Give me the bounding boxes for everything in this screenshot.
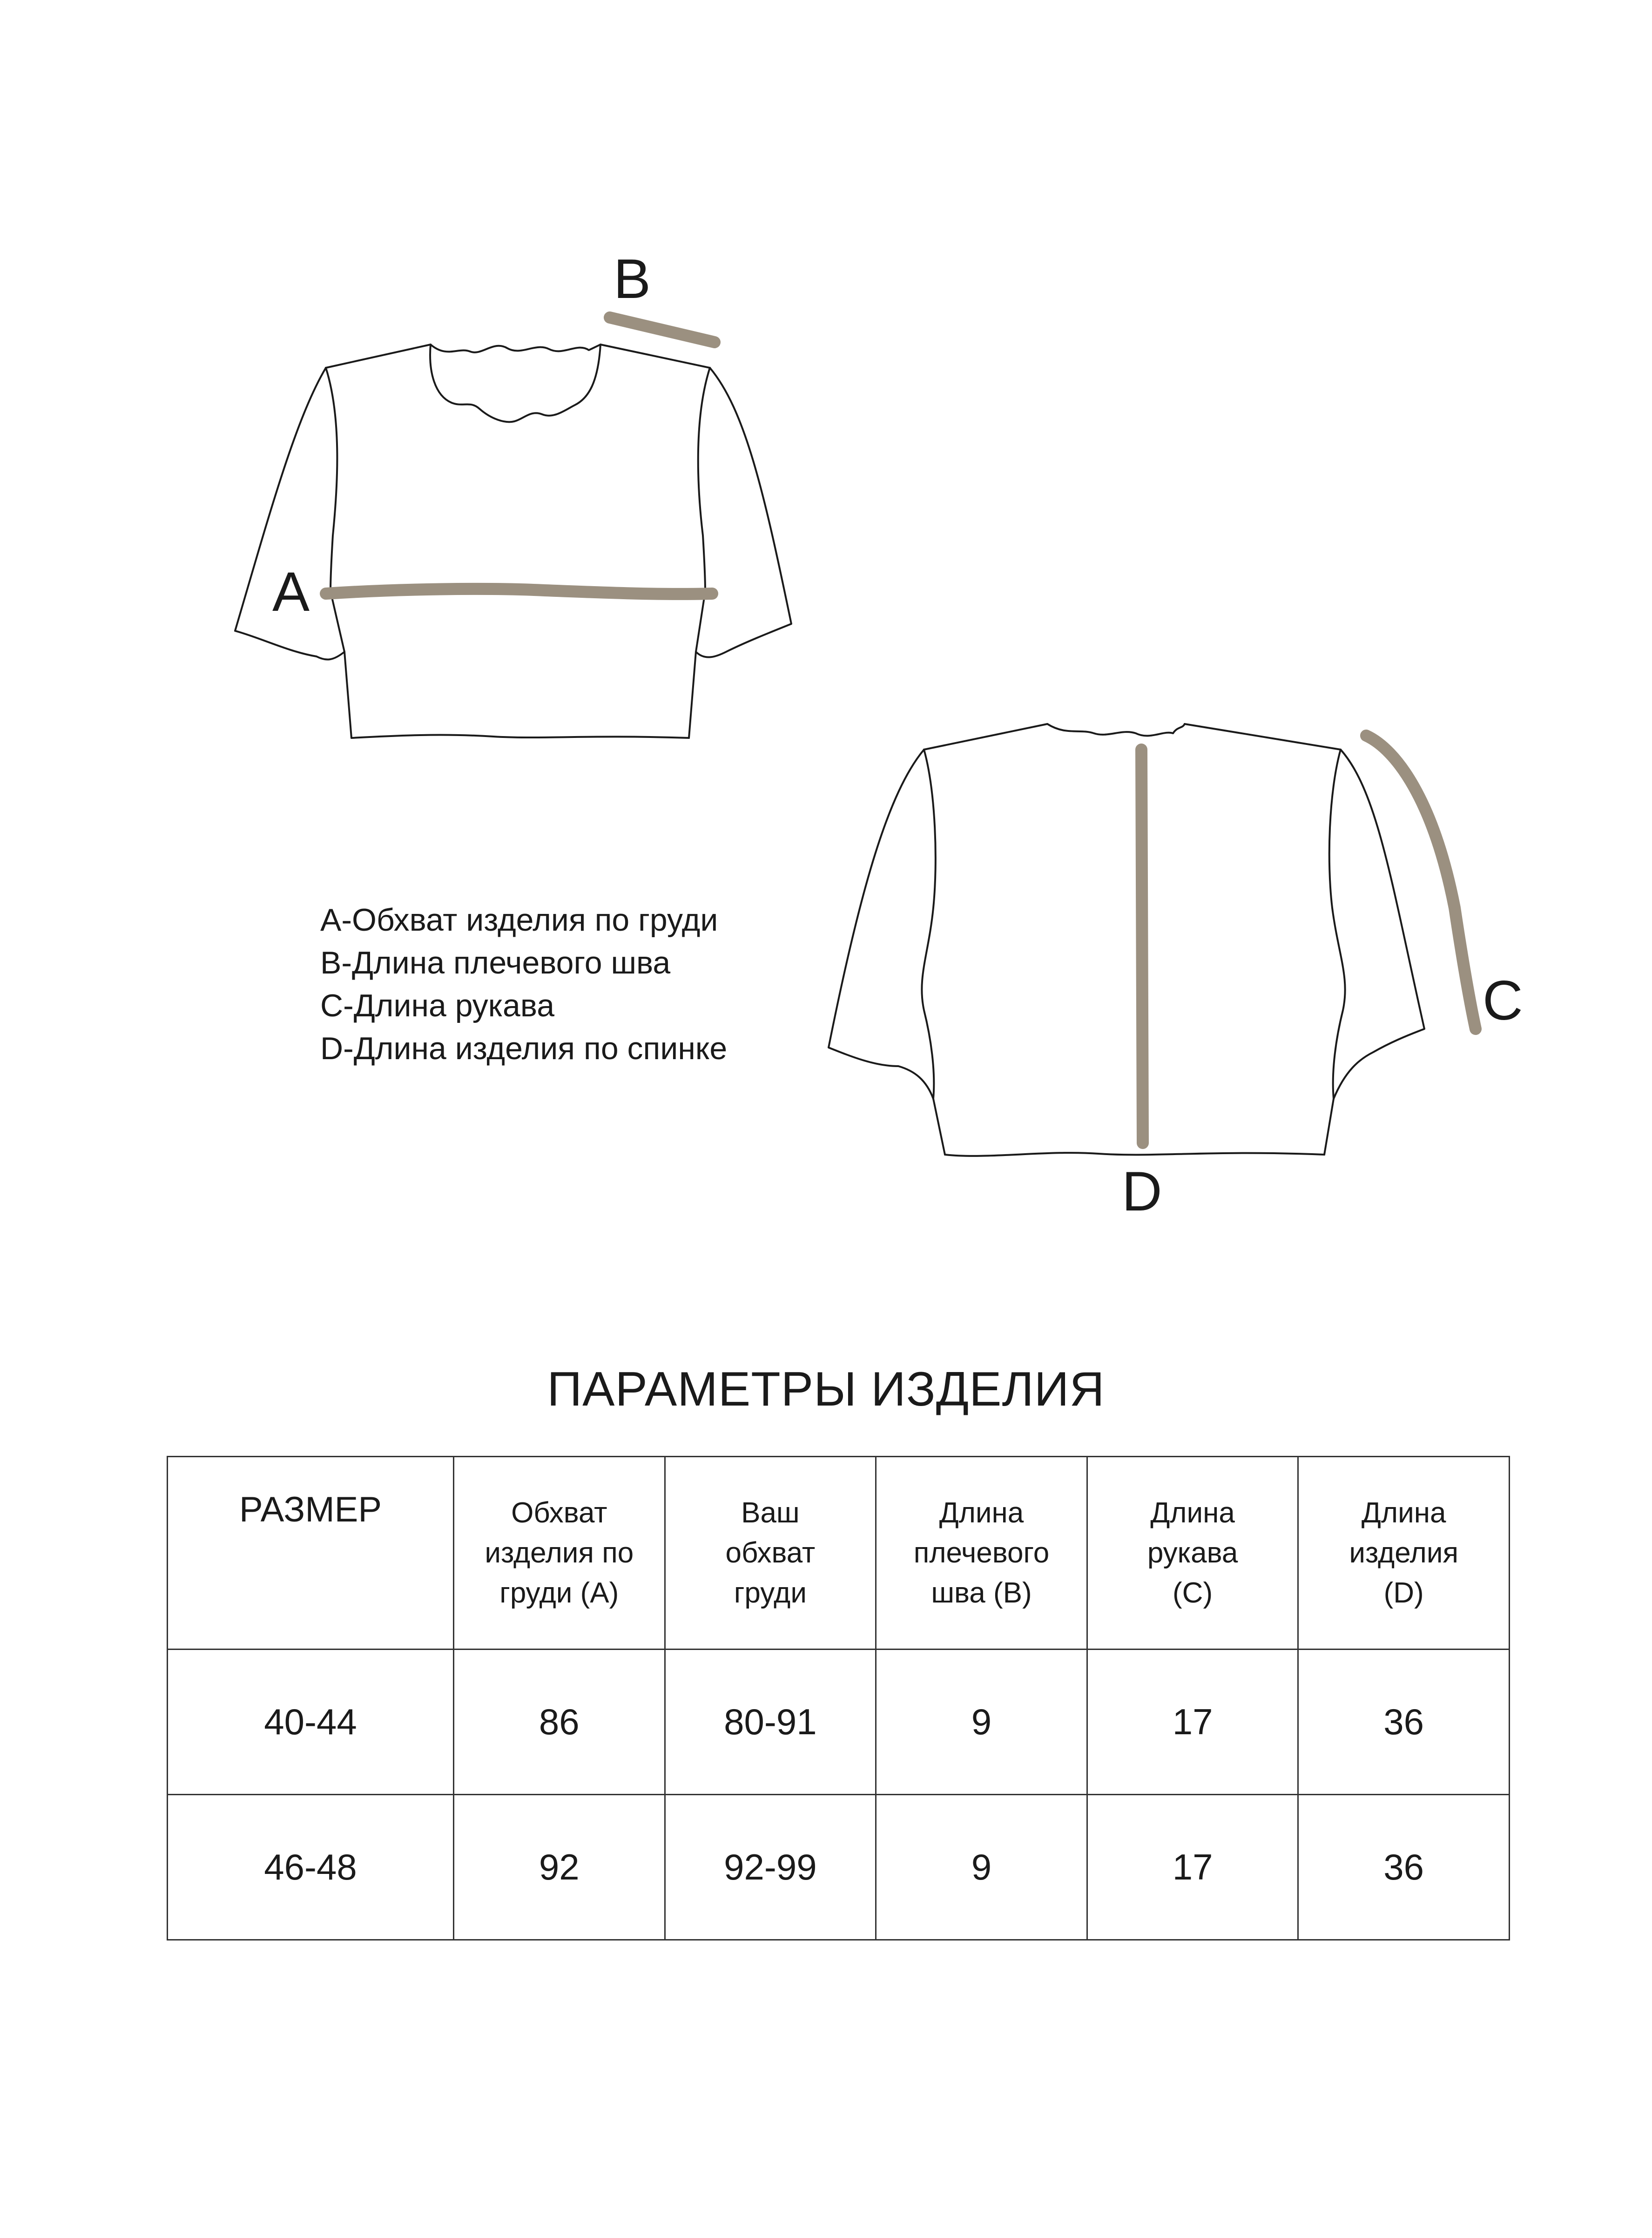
back-view-outline bbox=[829, 724, 1424, 1156]
cell-shoulder-length: 9 bbox=[876, 1795, 1087, 1940]
header-your-chest bbox=[665, 1457, 876, 1650]
header-line: Ваш bbox=[741, 1496, 800, 1529]
header-shoulder-length bbox=[876, 1457, 1087, 1650]
cell-back-length: 36 bbox=[1298, 1795, 1510, 1940]
header-line: рукава bbox=[1147, 1536, 1238, 1569]
header-size-text: РАЗМЕР bbox=[239, 1490, 382, 1529]
cell-chest-garment: 92 bbox=[454, 1795, 665, 1940]
header-line: обхват bbox=[725, 1536, 816, 1569]
header-line: изделия по bbox=[485, 1536, 634, 1569]
header-line: (С) bbox=[1173, 1576, 1213, 1609]
measure-line-d bbox=[1141, 750, 1143, 1143]
header-line: Обхват bbox=[511, 1496, 607, 1529]
header-line: плечевого bbox=[913, 1536, 1050, 1569]
header-line: шва (В) bbox=[931, 1576, 1032, 1609]
legend-item-b: B-Длина плечевого шва bbox=[320, 945, 671, 980]
measure-line-a bbox=[326, 589, 712, 594]
header-sleeve-length bbox=[1087, 1457, 1298, 1650]
cell-size: 46-48 bbox=[168, 1795, 454, 1940]
header-line: груди bbox=[734, 1576, 807, 1609]
cell-sleeve-length: 17 bbox=[1087, 1650, 1298, 1795]
header-line: Длина bbox=[1361, 1496, 1446, 1529]
measure-line-c bbox=[1366, 736, 1476, 1029]
header-line: Длина bbox=[1150, 1496, 1235, 1529]
legend-item-c: C-Длина рукава bbox=[320, 988, 555, 1023]
legend-item-a: A-Обхват изделия по груди bbox=[320, 902, 718, 938]
legend-item-d: D-Длина изделия по спинке bbox=[320, 1031, 728, 1066]
header-line: Длина bbox=[939, 1496, 1024, 1529]
cell-sleeve-length: 17 bbox=[1087, 1795, 1298, 1940]
cell-your-chest: 92-99 bbox=[665, 1795, 876, 1940]
header-line: (D) bbox=[1383, 1576, 1424, 1609]
table-title: ПАРАМЕТРЫ ИЗДЕЛИЯ bbox=[547, 1362, 1105, 1416]
header-line: изделия bbox=[1349, 1536, 1459, 1569]
header-back-length bbox=[1298, 1457, 1510, 1650]
front-view-outline bbox=[235, 345, 791, 738]
cell-back-length: 36 bbox=[1298, 1650, 1510, 1795]
label-a: A bbox=[272, 561, 310, 623]
measure-line-b bbox=[610, 318, 715, 342]
header-size bbox=[168, 1457, 454, 1650]
label-b: B bbox=[614, 248, 651, 310]
header-chest-garment bbox=[454, 1457, 665, 1650]
table-row bbox=[168, 1650, 1510, 1795]
table-header-row bbox=[168, 1457, 1510, 1650]
header-line: груди (А) bbox=[499, 1576, 619, 1609]
size-parameters-table bbox=[167, 1456, 1510, 1941]
table-row bbox=[168, 1795, 1510, 1940]
cell-your-chest: 80-91 bbox=[665, 1650, 876, 1795]
cell-chest-garment: 86 bbox=[454, 1650, 665, 1795]
measurement-legend bbox=[320, 899, 727, 1070]
cell-shoulder-length: 9 bbox=[876, 1650, 1087, 1795]
cell-size: 40-44 bbox=[168, 1650, 454, 1795]
label-c: C bbox=[1483, 969, 1523, 1032]
label-d: D bbox=[1122, 1160, 1162, 1223]
